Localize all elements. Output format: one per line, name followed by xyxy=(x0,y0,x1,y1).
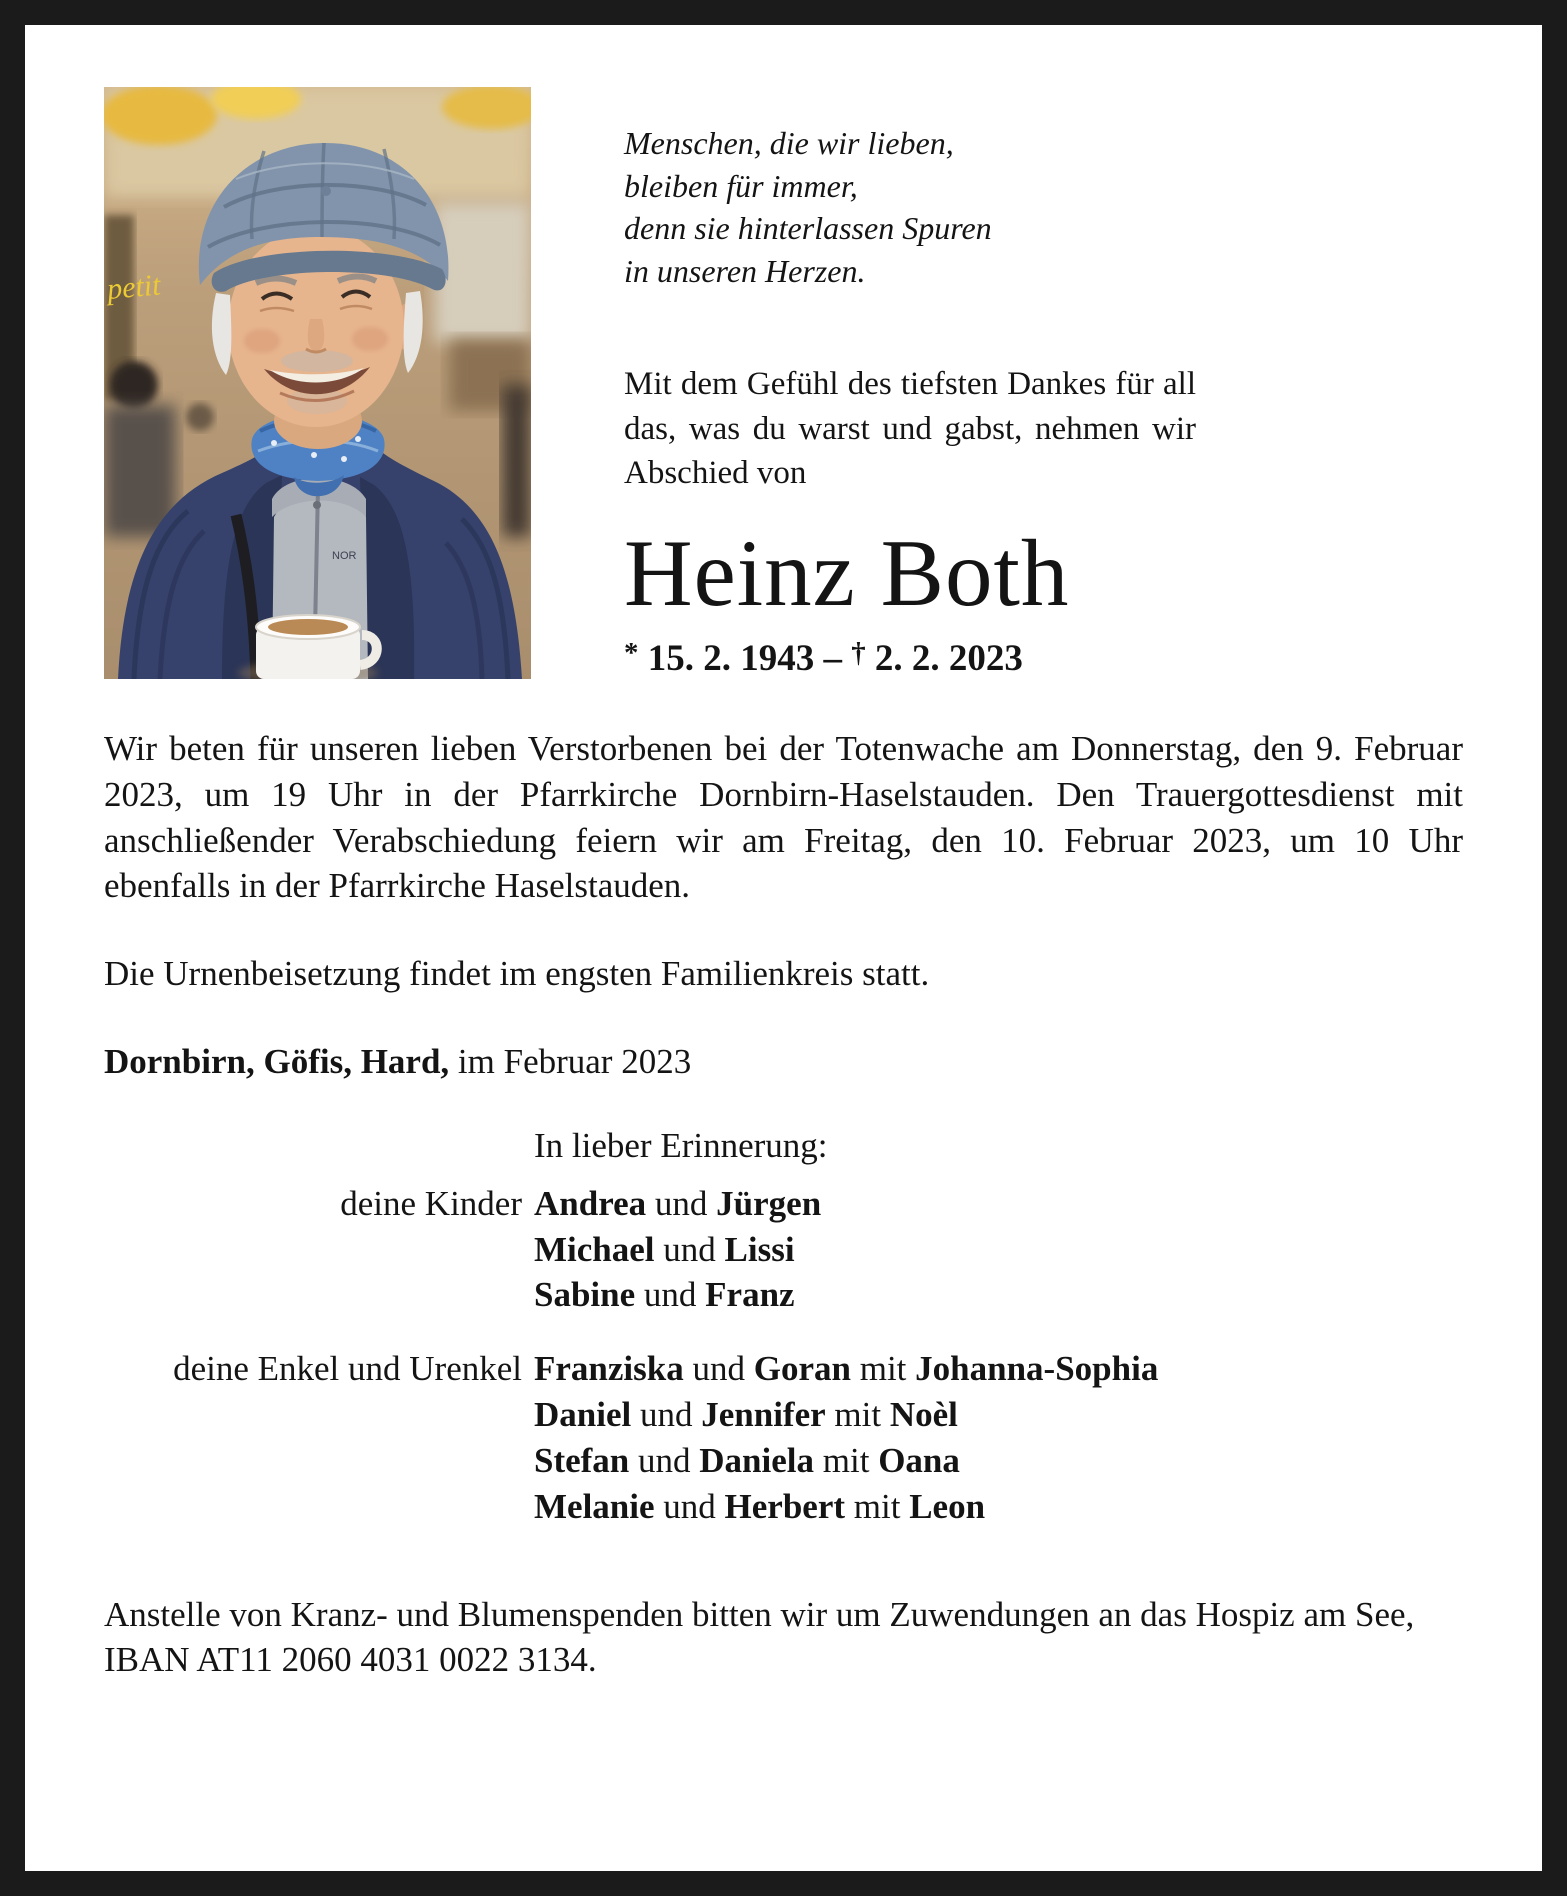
child-name: Sabine xyxy=(534,1275,636,1315)
places-text: Dornbirn, Göfis, Hard, xyxy=(104,1042,450,1082)
grandchildren-line xyxy=(534,1392,1158,1438)
obituary-sheet xyxy=(25,25,1542,1683)
poem-line: in unseren Herzen. xyxy=(624,252,866,289)
grandchild-name: Goran xyxy=(753,1349,851,1389)
life-dates xyxy=(624,637,1463,680)
conjunction-text: und xyxy=(643,1275,697,1315)
date-text: im Februar 2023 xyxy=(457,1042,692,1082)
conjunction-text: mit xyxy=(853,1486,901,1526)
child-name: Franz xyxy=(705,1275,795,1315)
conjunction-text: und xyxy=(663,1486,716,1526)
conjunction-text: und xyxy=(663,1229,716,1269)
top-section xyxy=(104,25,1463,680)
donation-paragraph: Anstelle von Kranz- und Blumenspenden bitten wir um Zuwendungen an das Hospiz am See, IBAN AT11 2060 4031 0022 3134. xyxy=(104,1594,1415,1680)
grandchildren-label: deine Enkel und Urenkel xyxy=(173,1349,522,1389)
header-text-column xyxy=(624,122,1463,680)
great-grandchild-name: Noèl xyxy=(889,1395,958,1435)
children-line xyxy=(534,1227,821,1273)
location-date-line xyxy=(104,1039,1463,1085)
birth-symbol: * xyxy=(624,636,639,669)
grandchild-name: Jennifer xyxy=(701,1395,826,1435)
conjunction-text: und xyxy=(639,1395,693,1435)
cafe-sign-text: petit xyxy=(105,268,162,306)
conjunction-text: und xyxy=(638,1440,691,1480)
child-name: Jürgen xyxy=(716,1183,822,1223)
conjunction-text: mit xyxy=(834,1395,882,1435)
grandchild-name: Franziska xyxy=(534,1349,684,1389)
children-label: deine Kinder xyxy=(340,1183,522,1223)
conjunction-text: mit xyxy=(859,1349,907,1389)
grandchildren-line xyxy=(534,1438,1158,1484)
poem-line: bleiben für immer, xyxy=(624,167,858,204)
birth-date: 15. 2. 1943 xyxy=(647,637,815,679)
wake-paragraph: Wir beten für unseren lieben Verstorbenen bei der Totenwache am Donnerstag, den 9. Februar 2023, um 19 Uhr in der Pfarrkirche Dornbirn-Haselstauden. Den Trauergottesdienst mit anschließender Verabschiedung feiern wir am Freitag, den 10. Februar 2023, um 10 Uhr ebenfalls in der Pfarrkirche Haselstauden. xyxy=(104,728,1463,906)
death-symbol: † xyxy=(851,636,866,669)
grandchild-name: Daniela xyxy=(699,1440,815,1480)
jacket-logo-text: NOR xyxy=(332,550,357,562)
farewell-intro: Mit dem Gefühl des tiefsten Dankes für all das, was du warst und gabst, nehmen wir Abschied von xyxy=(624,366,1196,492)
children-line xyxy=(534,1272,821,1318)
children-row xyxy=(104,1181,1463,1319)
grandchild-name: Melanie xyxy=(534,1486,655,1526)
memorial-heading: In lieber Erinnerung: xyxy=(534,1125,828,1165)
conjunction-text: und xyxy=(654,1183,708,1223)
date-separator: – xyxy=(823,637,842,679)
poem-line: denn sie hinterlassen Spuren xyxy=(624,210,992,247)
grandchildren-row xyxy=(104,1346,1463,1529)
grandchild-name: Daniel xyxy=(534,1395,632,1435)
child-name: Lissi xyxy=(724,1229,795,1269)
children-names xyxy=(534,1181,821,1319)
grandchild-name: Herbert xyxy=(724,1486,846,1526)
memorial-poem xyxy=(624,122,1463,292)
children-line xyxy=(534,1181,821,1227)
grandchildren-names xyxy=(534,1346,1158,1529)
deceased-name: Heinz Both xyxy=(624,519,1070,626)
poem-line: Menschen, die wir lieben, xyxy=(624,125,954,161)
great-grandchild-name: Leon xyxy=(909,1486,986,1526)
grandchildren-line xyxy=(534,1346,1158,1392)
great-grandchild-name: Oana xyxy=(878,1440,960,1480)
grandchild-name: Stefan xyxy=(534,1440,630,1480)
great-grandchild-name: Johanna-Sophia xyxy=(915,1349,1159,1389)
grandchildren-line xyxy=(534,1484,1158,1530)
conjunction-text: mit xyxy=(822,1440,870,1480)
death-date: 2. 2. 2023 xyxy=(874,637,1023,679)
child-name: Michael xyxy=(534,1229,655,1269)
conjunction-text: und xyxy=(692,1349,745,1389)
portrait-photo xyxy=(104,87,531,679)
urn-paragraph: Die Urnenbeisetzung findet im engsten Familienkreis statt. xyxy=(104,954,930,994)
child-name: Andrea xyxy=(534,1183,647,1223)
portrait-illustration xyxy=(104,87,531,679)
